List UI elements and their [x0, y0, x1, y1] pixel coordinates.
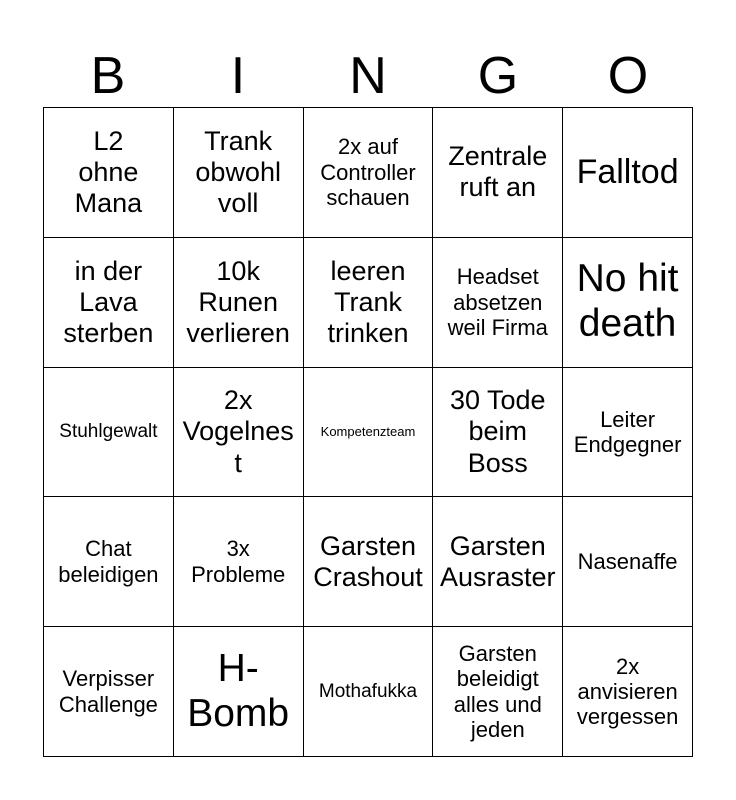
cell-text: Zentrale ruft an	[448, 141, 548, 203]
header-letter-g: G	[477, 47, 519, 105]
bingo-grid	[43, 107, 693, 757]
bingo-cell-5-5[interactable]	[563, 627, 693, 757]
bingo-cell-1-2[interactable]	[174, 108, 304, 238]
bingo-cell-3-5[interactable]	[563, 368, 693, 498]
bingo-cell-1-3[interactable]	[304, 108, 434, 238]
bingo-cell-2-5[interactable]	[563, 238, 693, 368]
cell-text: Leiter Endgegner	[573, 406, 682, 457]
bingo-cell-3-3[interactable]	[304, 368, 434, 498]
cell-text: Chat beleidigen	[58, 536, 159, 587]
bingo-cell-5-4[interactable]	[433, 627, 563, 757]
bingo-cell-3-2[interactable]	[174, 368, 304, 498]
cell-text: L2 ohne Mana	[74, 125, 143, 218]
cell-text: Kompetenzteam	[320, 423, 416, 439]
bingo-cell-5-1[interactable]	[44, 627, 174, 757]
cell-text: Garsten Ausraster	[440, 530, 556, 592]
cell-text: Mothafukka	[318, 680, 418, 702]
bingo-cell-3-4[interactable]	[433, 368, 563, 498]
bingo-cell-3-1[interactable]	[44, 368, 174, 498]
cell-text: 10k Runen verlieren	[186, 255, 290, 348]
bingo-cell-4-1[interactable]	[44, 497, 174, 627]
cell-text: Falltod	[576, 152, 679, 191]
bingo-header	[43, 44, 693, 108]
bingo-cell-4-4[interactable]	[433, 497, 563, 627]
bingo-cell-2-1[interactable]	[44, 238, 174, 368]
cell-text: 30 Tode beim Boss	[449, 385, 546, 478]
cell-text: H-Bomb	[187, 646, 290, 735]
cell-text: in der Lava sterben	[63, 255, 154, 348]
bingo-cell-1-5[interactable]	[563, 108, 693, 238]
cell-text: No hit death	[576, 257, 679, 346]
cell-text: Headset absetzen weil Firma	[447, 264, 548, 340]
cell-text: 3x Probleme	[191, 536, 286, 587]
bingo-cell-4-3[interactable]	[304, 497, 434, 627]
bingo-cell-4-5[interactable]	[563, 497, 693, 627]
bingo-cell-1-1[interactable]	[44, 108, 174, 238]
bingo-cell-5-3[interactable]	[304, 627, 434, 757]
cell-text: 2x Vogelnest	[182, 385, 294, 478]
cell-text: Garsten beleidigt alles und jeden	[453, 641, 542, 742]
header-letter-o: O	[607, 47, 649, 105]
bingo-cell-2-4[interactable]	[433, 238, 563, 368]
cell-text: Garsten Crashout	[313, 530, 423, 592]
cell-text: 2x anvisieren vergessen	[576, 653, 679, 730]
header-letter-b: B	[90, 47, 126, 105]
cell-text: leeren Trank trinken	[327, 255, 409, 348]
cell-text: Stuhlgewalt	[59, 421, 158, 443]
header-letter-i: I	[230, 47, 246, 105]
bingo-cell-2-3[interactable]	[304, 238, 434, 368]
cell-text: Trank obwohl voll	[195, 125, 281, 218]
cell-text: Nasenaffe	[577, 549, 678, 575]
bingo-cell-5-2[interactable]	[174, 627, 304, 757]
bingo-cell-4-2[interactable]	[174, 497, 304, 627]
bingo-cell-2-2[interactable]	[174, 238, 304, 368]
cell-text: Verpisser Challenge	[58, 666, 158, 717]
bingo-cell-1-4[interactable]	[433, 108, 563, 238]
header-letter-n: N	[349, 47, 387, 105]
cell-text: 2x auf Controller schauen	[320, 134, 416, 211]
